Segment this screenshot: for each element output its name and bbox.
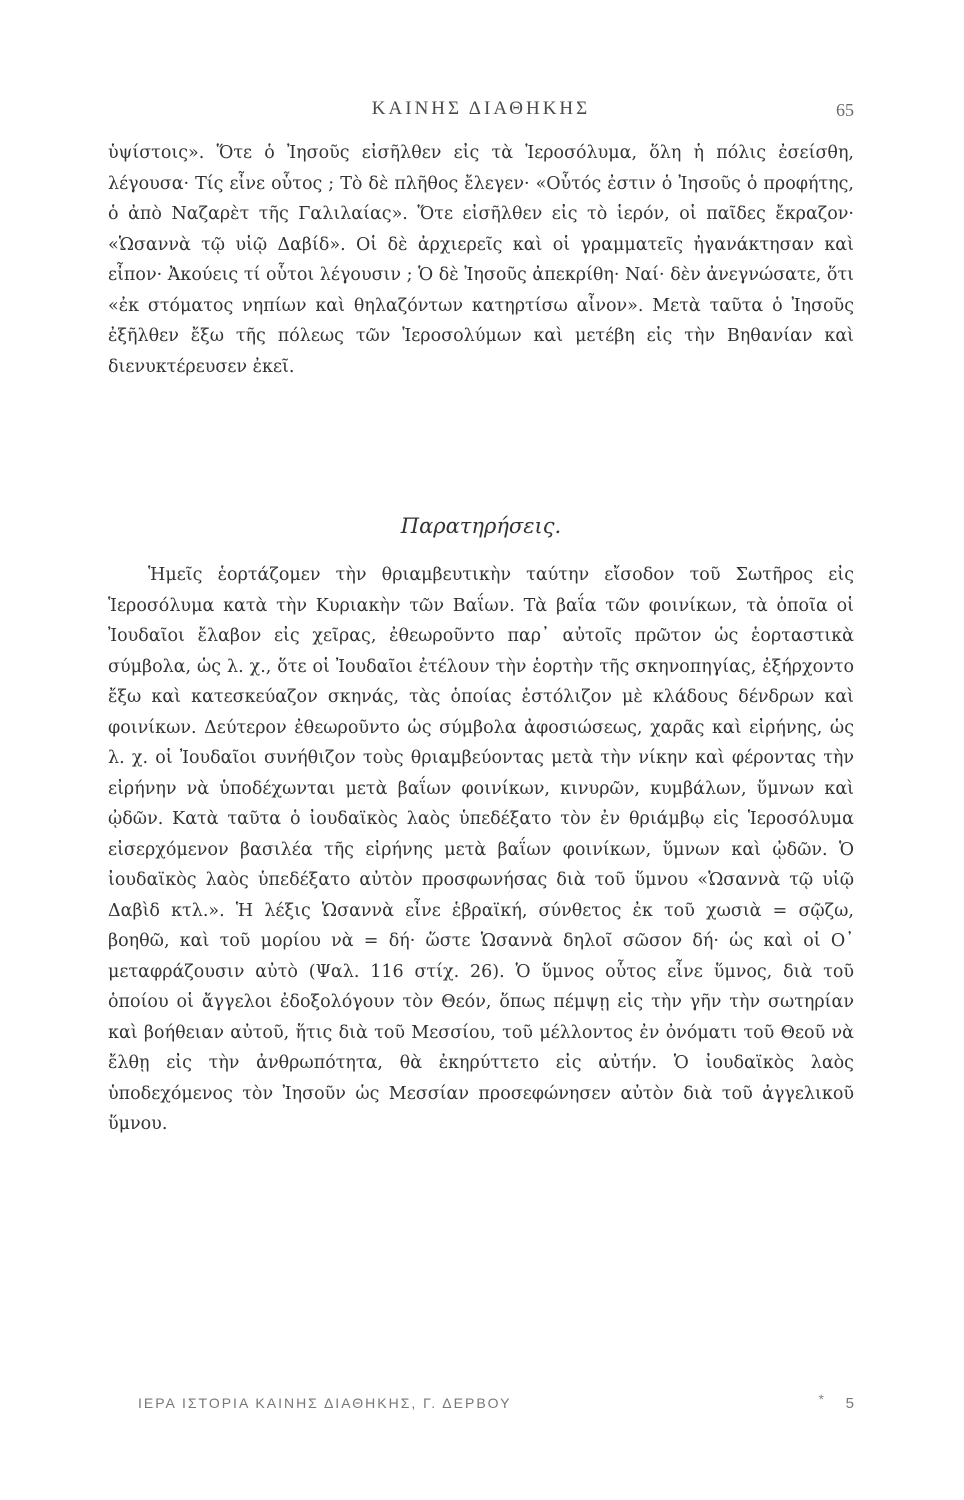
footer-signature: ΙΕΡΑ ΙΣΤΟΡΙΑ ΚΑΙΝΗΣ ΔΙΑΘΗΚΗΣ, Γ. ΔΕΡΒΟΥ <box>138 1395 512 1411</box>
running-title: ΚΑΙΝΗΣ ΔΙΑΘΗΚΗΣ <box>371 98 591 119</box>
page-number: 65 <box>836 100 854 120</box>
running-head <box>108 98 854 128</box>
footer-asterisk: * <box>818 1391 824 1407</box>
gospel-paragraph-block <box>108 138 854 382</box>
section-heading: Παρατηρήσεις. <box>400 514 562 538</box>
book-page <box>108 0 854 1500</box>
observations-paragraph-block <box>108 560 854 1140</box>
sheet-footer <box>138 1391 854 1419</box>
gospel-paragraph: ὑψίστοις». Ὅτε ὁ Ἰησοῦς εἰσῆλθεν εἰς τὰ Ἱεροσόλυμα, ὅλη ἡ πόλις ἐσείσθη, λέγουσα· Τίς εἶνε οὗτος ; Τὸ δὲ πλῆθος ἔλεγεν· «Οὗτός ἐστιν ὁ Ἰησοῦς ὁ προφήτης, ὁ ἀπὸ Ναζαρὲτ τῆς Γαλιλαίας». Ὅτε εἰσῆλθεν εἰς τὸ ἱερόν, οἱ παῖδες ἔκραζον· «Ὡσαννὰ τῷ υἱῷ Δαβίδ». Οἱ δὲ ἀρχιερεῖς καὶ οἱ γραμματεῖς ἠγανάκτησαν καὶ εἶπον· Ἀκούεις τί οὗτοι λέγουσιν ; Ὁ δὲ Ἰησοῦς ἀπεκρίθη· Ναί· δὲν ἀνεγνώσατε, ὅτι «ἐκ στόματος νηπίων καὶ θηλαζόντων κατηρτίσω αἶνον». Μετὰ ταῦτα ὁ Ἰησοῦς ἐξῆλθεν ἔξω τῆς πόλεως τῶν Ἱεροσολύμων καὶ μετέβη εἰς τὴν Βηθανίαν καὶ διενυκτέρευσεν ἐκεῖ. <box>108 143 854 377</box>
footer-sheet-number: 5 <box>845 1395 854 1412</box>
observations-paragraph: Ἡμεῖς ἑορτάζομεν τὴν θριαμβευτικὴν ταύτην εἴσοδον τοῦ Σωτῆρος εἰς Ἱεροσόλυμα κατὰ τὴν Κυριακὴν τῶν Βαΐων. Τὰ βαΐα τῶν φοινίκων, τὰ ὁποῖα οἱ Ἰουδαῖοι ἔλαβον εἰς χεῖρας, ἐθεωροῦντο παρ᾽ αὐτοῖς πρῶτον ὡς ἑορταστικὰ σύμβολα, ὡς λ. χ., ὅτε οἱ Ἰουδαῖοι ἐτέλουν τὴν ἑορτὴν τῆς σκηνοπηγίας, ἐξήρχοντο ἔξω καὶ κατεσκεύαζον σκηνάς, τὰς ὁποίας ἐστόλιζον μὲ κλάδους δένδρων καὶ φοινίκων. Δεύτερον ἐθεωροῦντο ὡς σύμβολα ἀφοσιώσεως, χαρᾶς καὶ εἰρήνης, ὡς λ. χ. οἱ Ἰουδαῖοι συνήθιζον τοὺς θριαμβεύοντας μετὰ τὴν νίκην καὶ φέροντας τὴν εἰρήνην νὰ ὑποδέχωνται μετὰ βαΐων φοινίκων, κινυρῶν, κυμβάλων, ὕμνων καὶ ᾠδῶν. Κατὰ ταῦτα ὁ ἰουδαϊκὸς λαὸς ὑπεδέξατο τὸν ἐν θριάμβῳ εἰς Ἱεροσόλυμα εἰσερχόμενον βασιλέα τῆς εἰρήνης μετὰ βαΐων φοινίκων, ὕμνων καὶ ᾠδῶν. Ὁ ἰουδαϊκὸς λαὸς ὑπεδέξατο αὐτὸν προσφωνήσας διὰ τοῦ ὕμνου «Ὡσαννὰ τῷ υἱῷ Δαβὶδ κτλ.». Ἡ λέξις Ὡσαννὰ εἶνε ἑβραϊκή, σύνθετος ἐκ τοῦ χωσιὰ = σῷζω, βοηθῶ, καὶ τοῦ μορίου νὰ = δή· ὥστε Ὡσαννὰ δηλοῖ σῶσον δή· ὡς καὶ οἱ Ο᾽ μεταφράζουσιν αὐτὸ (Ψαλ. 116 στίχ. 26). Ὁ ὕμνος οὗτος εἶνε ὕμνος, διὰ τοῦ ὁποίου οἱ ἄγγελοι ἐδοξολόγουν τὸν Θεόν, ὅπως πέμψῃ εἰς τὴν γῆν τὴν σωτηρίαν καὶ βοήθειαν αὐτοῦ, ἥτις διὰ τοῦ Μεσσίου, τοῦ μέλλοντος ἐν ὀνόματι τοῦ Θεοῦ νὰ ἔλθῃ εἰς τὴν ἀνθρωπότητα, θὰ ἐκηρύττετο εἰς αὐτήν. Ὁ ἰουδαϊκὸς λαὸς ὑποδεχόμενος τὸν Ἰησοῦν ὡς Μεσσίαν προσεφώνησεν αὐτὸν διὰ τοῦ ἀγγελικοῦ ὕμνου. <box>108 565 854 1134</box>
